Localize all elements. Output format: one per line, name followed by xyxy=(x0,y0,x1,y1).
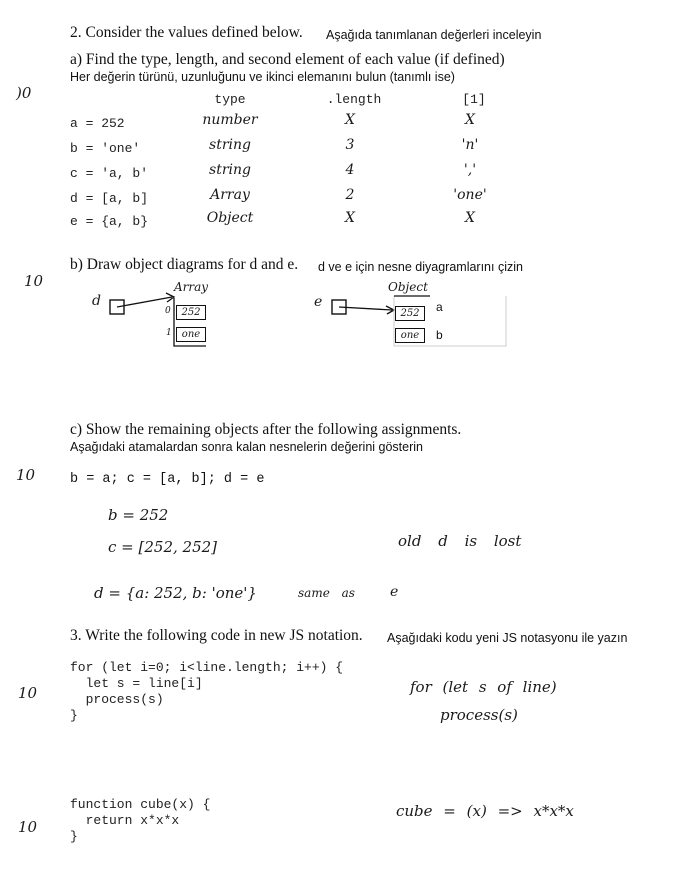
diagram-d-kind: Array xyxy=(174,280,209,294)
q2a-prompt-en: a) Find the type, length, and second element of each value (if defined) xyxy=(70,51,505,68)
code-line: for (let i=0; i<line.length; i++) { xyxy=(70,660,344,675)
answer-b: b = 252 xyxy=(108,506,169,524)
table-row-length: 3 xyxy=(345,137,355,153)
table-row-type: string xyxy=(209,162,251,178)
col-header-length: .length xyxy=(326,92,382,107)
table-row-type: Array xyxy=(210,187,250,203)
q3-code-block-1 xyxy=(70,660,343,724)
code-line: } xyxy=(70,708,78,723)
score-mark: 10 xyxy=(18,818,38,836)
diagram-e-cell1: one xyxy=(395,328,425,343)
q2a-prompt-tr: Her değerin türünü, uzunluğunu ve ikinci elemanını bulun (tanımlı ise) xyxy=(70,70,455,84)
q2-heading-tr: Aşağıda tanımlanan değerleri inceleyin xyxy=(326,28,542,42)
diagram-d-index1: 1 xyxy=(166,328,172,338)
diagram-e-cell0: 252 xyxy=(395,306,425,321)
q2b-prompt-tr: d ve e için nesne diyagramlarını çizin xyxy=(318,260,523,274)
score-mark: 10 xyxy=(18,684,38,702)
table-row-expr: a = 252 xyxy=(70,116,125,131)
answer-c: c = [252, 252] xyxy=(108,538,218,556)
diagram-d-cell1: one xyxy=(176,327,206,342)
diagram-d-lines xyxy=(90,282,230,352)
q3-heading-en: 3. Write the following code in new JS notation. xyxy=(70,627,363,644)
code-line: } xyxy=(70,829,78,844)
diagram-e-key0: a xyxy=(436,300,443,314)
table-row-length: X xyxy=(345,112,355,128)
answer-process: process(s) xyxy=(440,706,518,724)
table-row-length: 2 xyxy=(345,187,355,203)
diagram-e-kind: Object xyxy=(388,280,428,294)
answer-cube-arrow: cube = (x) => x*x*x xyxy=(396,802,574,820)
q2c-prompt-en: c) Show the remaining objects after the following assignments. xyxy=(70,421,462,438)
table-row-second: ',' xyxy=(463,162,477,178)
note-same-as: same as xyxy=(298,586,355,600)
q3-code-block-2 xyxy=(70,797,210,845)
score-mark: 10 xyxy=(16,466,36,484)
code-line: return x*x*x xyxy=(70,813,180,828)
table-row-expr: d = [a, b] xyxy=(70,191,149,206)
table-row-expr: b = 'one' xyxy=(70,141,141,156)
col-header-type: type xyxy=(214,92,246,107)
code-line: process(s) xyxy=(70,692,164,707)
q2-heading-en: 2. Consider the values defined below. xyxy=(70,24,303,41)
q2b-prompt-en: b) Draw object diagrams for d and e. xyxy=(70,256,299,273)
table-row-second: X xyxy=(465,210,475,226)
table-row-type: Object xyxy=(206,210,254,226)
margin-mark-top: )0 xyxy=(16,84,32,102)
col-header-second: [1] xyxy=(462,92,486,107)
q2c-code: b = a; c = [a, b]; d = e xyxy=(70,472,265,487)
diagram-d-var: d xyxy=(92,293,101,309)
q2c-prompt-tr: Aşağıdaki atamalardan sonra kalan nesnelerin değerini gösterin xyxy=(70,440,423,454)
table-row-second: 'one' xyxy=(453,187,487,203)
diagram-d-index0: 0 xyxy=(165,306,171,316)
table-row-length: X xyxy=(345,210,355,226)
q3-heading-tr: Aşağıdaki kodu yeni JS notasyonu ile yazın xyxy=(387,631,628,645)
answer-for-of: for (let s of line) xyxy=(410,678,557,696)
table-row-second: 'n' xyxy=(461,137,479,153)
diagram-d-cell0: 252 xyxy=(176,305,206,320)
answer-d: d = {a: 252, b: 'one'} xyxy=(94,584,257,602)
code-line: let s = line[i] xyxy=(70,676,203,691)
table-row-type: number xyxy=(202,112,258,128)
table-row-expr: e = {a, b} xyxy=(70,214,149,229)
code-line: function cube(x) { xyxy=(70,797,211,812)
table-row-second: X xyxy=(465,112,475,128)
diagram-e-var: e xyxy=(314,294,323,310)
table-row-length: 4 xyxy=(345,162,355,178)
note-e: e xyxy=(390,584,399,600)
note-old-d-lost: old d is lost xyxy=(398,532,522,550)
score-mark: 10 xyxy=(24,272,44,290)
table-row-type: string xyxy=(209,137,251,153)
table-row-expr: c = 'a, b' xyxy=(70,166,149,181)
diagram-e-key1: b xyxy=(436,328,443,342)
